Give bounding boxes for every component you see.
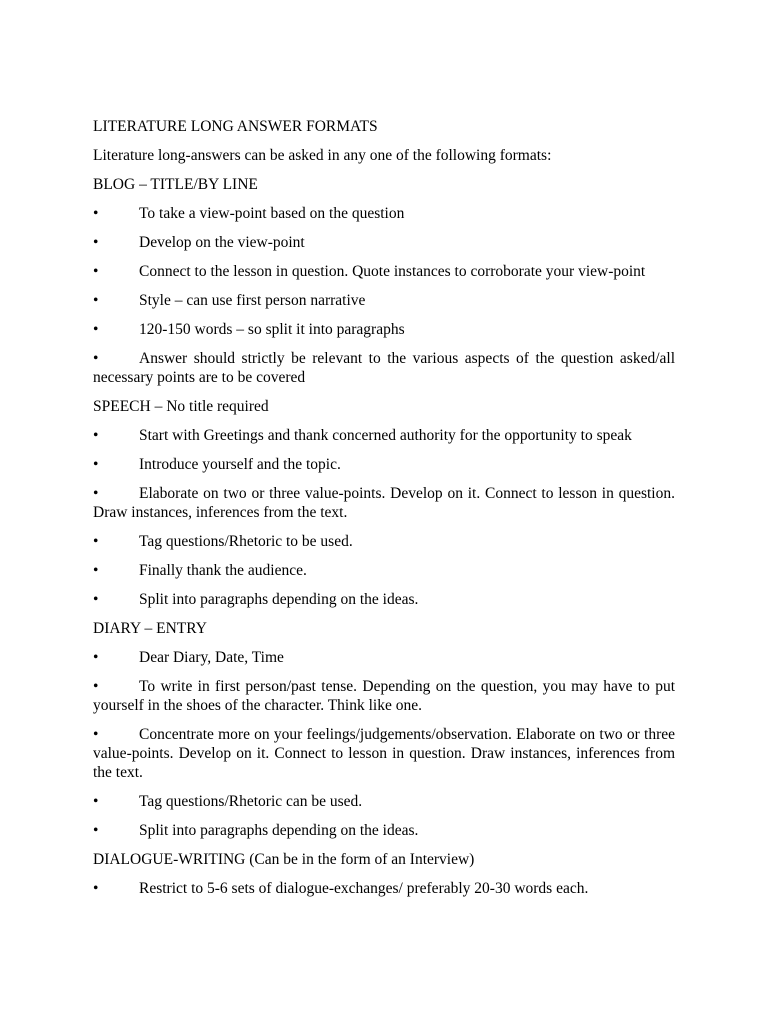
- bullet-icon: •: [93, 427, 99, 444]
- list-item-text: Finally thank the audience.: [139, 562, 307, 579]
- list-item: [93, 484, 675, 522]
- list-item-text: Elaborate on two or three value-points. Develop on it. Connect to lesson in question. Draw instances, inferences from the text.: [93, 485, 675, 521]
- list-item: [93, 262, 675, 281]
- list-item-text: To write in first person/past tense. Depending on the question, you may have to put yourself in the shoes of the character. Think like one.: [93, 678, 675, 714]
- bullet-icon: •: [93, 292, 99, 309]
- list-item: [93, 879, 675, 898]
- list-item: [93, 291, 675, 310]
- bullet-icon: •: [93, 263, 99, 280]
- bullet-icon: •: [93, 205, 99, 222]
- section-heading-blog: BLOG – TITLE/BY LINE: [93, 176, 258, 193]
- list-item: [93, 320, 675, 339]
- list-item-text: Tag questions/Rhetoric can be used.: [139, 793, 363, 810]
- bullet-icon: •: [93, 726, 99, 743]
- list-item: [93, 792, 675, 811]
- bullet-icon: •: [93, 485, 99, 502]
- bullet-icon: •: [93, 591, 99, 608]
- list-item: [93, 821, 675, 840]
- bullet-icon: •: [93, 533, 99, 550]
- bullet-icon: •: [93, 880, 99, 897]
- document-title: LITERATURE LONG ANSWER FORMATS: [93, 118, 378, 135]
- list-item: [93, 349, 675, 387]
- document-body: [93, 117, 675, 908]
- list-item: [93, 725, 675, 782]
- list-item-text: 120-150 words – so split it into paragraphs: [139, 321, 405, 338]
- list-item-text: Answer should strictly be relevant to the various aspects of the question asked/all necessary points are to be covered: [93, 350, 675, 386]
- list-item-text: Connect to the lesson in question. Quote instances to corroborate your view-point: [139, 263, 646, 280]
- section-heading-diary: DIARY – ENTRY: [93, 620, 207, 637]
- list-item-text: Develop on the view-point: [139, 234, 305, 251]
- list-item: [93, 532, 675, 551]
- list-item-text: Start with Greetings and thank concerned authority for the opportunity to speak: [139, 427, 632, 444]
- bullet-icon: •: [93, 321, 99, 338]
- bullet-icon: •: [93, 456, 99, 473]
- list-item: [93, 677, 675, 715]
- list-item-text: Restrict to 5-6 sets of dialogue-exchanges/ preferably 20-30 words each.: [139, 880, 589, 897]
- list-item-text: Dear Diary, Date, Time: [139, 649, 284, 666]
- list-item-text: Style – can use first person narrative: [139, 292, 366, 309]
- bullet-icon: •: [93, 678, 99, 695]
- list-item: [93, 426, 675, 445]
- bullet-icon: •: [93, 793, 99, 810]
- list-item-text: To take a view-point based on the question: [139, 205, 405, 222]
- document-intro: Literature long-answers can be asked in any one of the following formats:: [93, 147, 552, 164]
- bullet-icon: •: [93, 350, 99, 367]
- bullet-icon: •: [93, 649, 99, 666]
- bullet-icon: •: [93, 562, 99, 579]
- list-item: [93, 455, 675, 474]
- list-item: [93, 233, 675, 252]
- list-item: [93, 590, 675, 609]
- section-heading-speech: SPEECH – No title required: [93, 398, 269, 415]
- list-item-text: Introduce yourself and the topic.: [139, 456, 341, 473]
- list-item: [93, 204, 675, 223]
- list-item-text: Split into paragraphs depending on the ideas.: [139, 822, 419, 839]
- list-item: [93, 648, 675, 667]
- bullet-icon: •: [93, 822, 99, 839]
- list-item-text: Split into paragraphs depending on the ideas.: [139, 591, 419, 608]
- section-heading-dialogue: DIALOGUE-WRITING (Can be in the form of an Interview): [93, 851, 475, 868]
- list-item: [93, 561, 675, 580]
- bullet-icon: •: [93, 234, 99, 251]
- list-item-text: Tag questions/Rhetoric to be used.: [139, 533, 353, 550]
- list-item-text: Concentrate more on your feelings/judgements/observation. Elaborate on two or three value-points. Develop on it. Connect to lesson in question. Draw instances, inferences from the text.: [93, 726, 675, 781]
